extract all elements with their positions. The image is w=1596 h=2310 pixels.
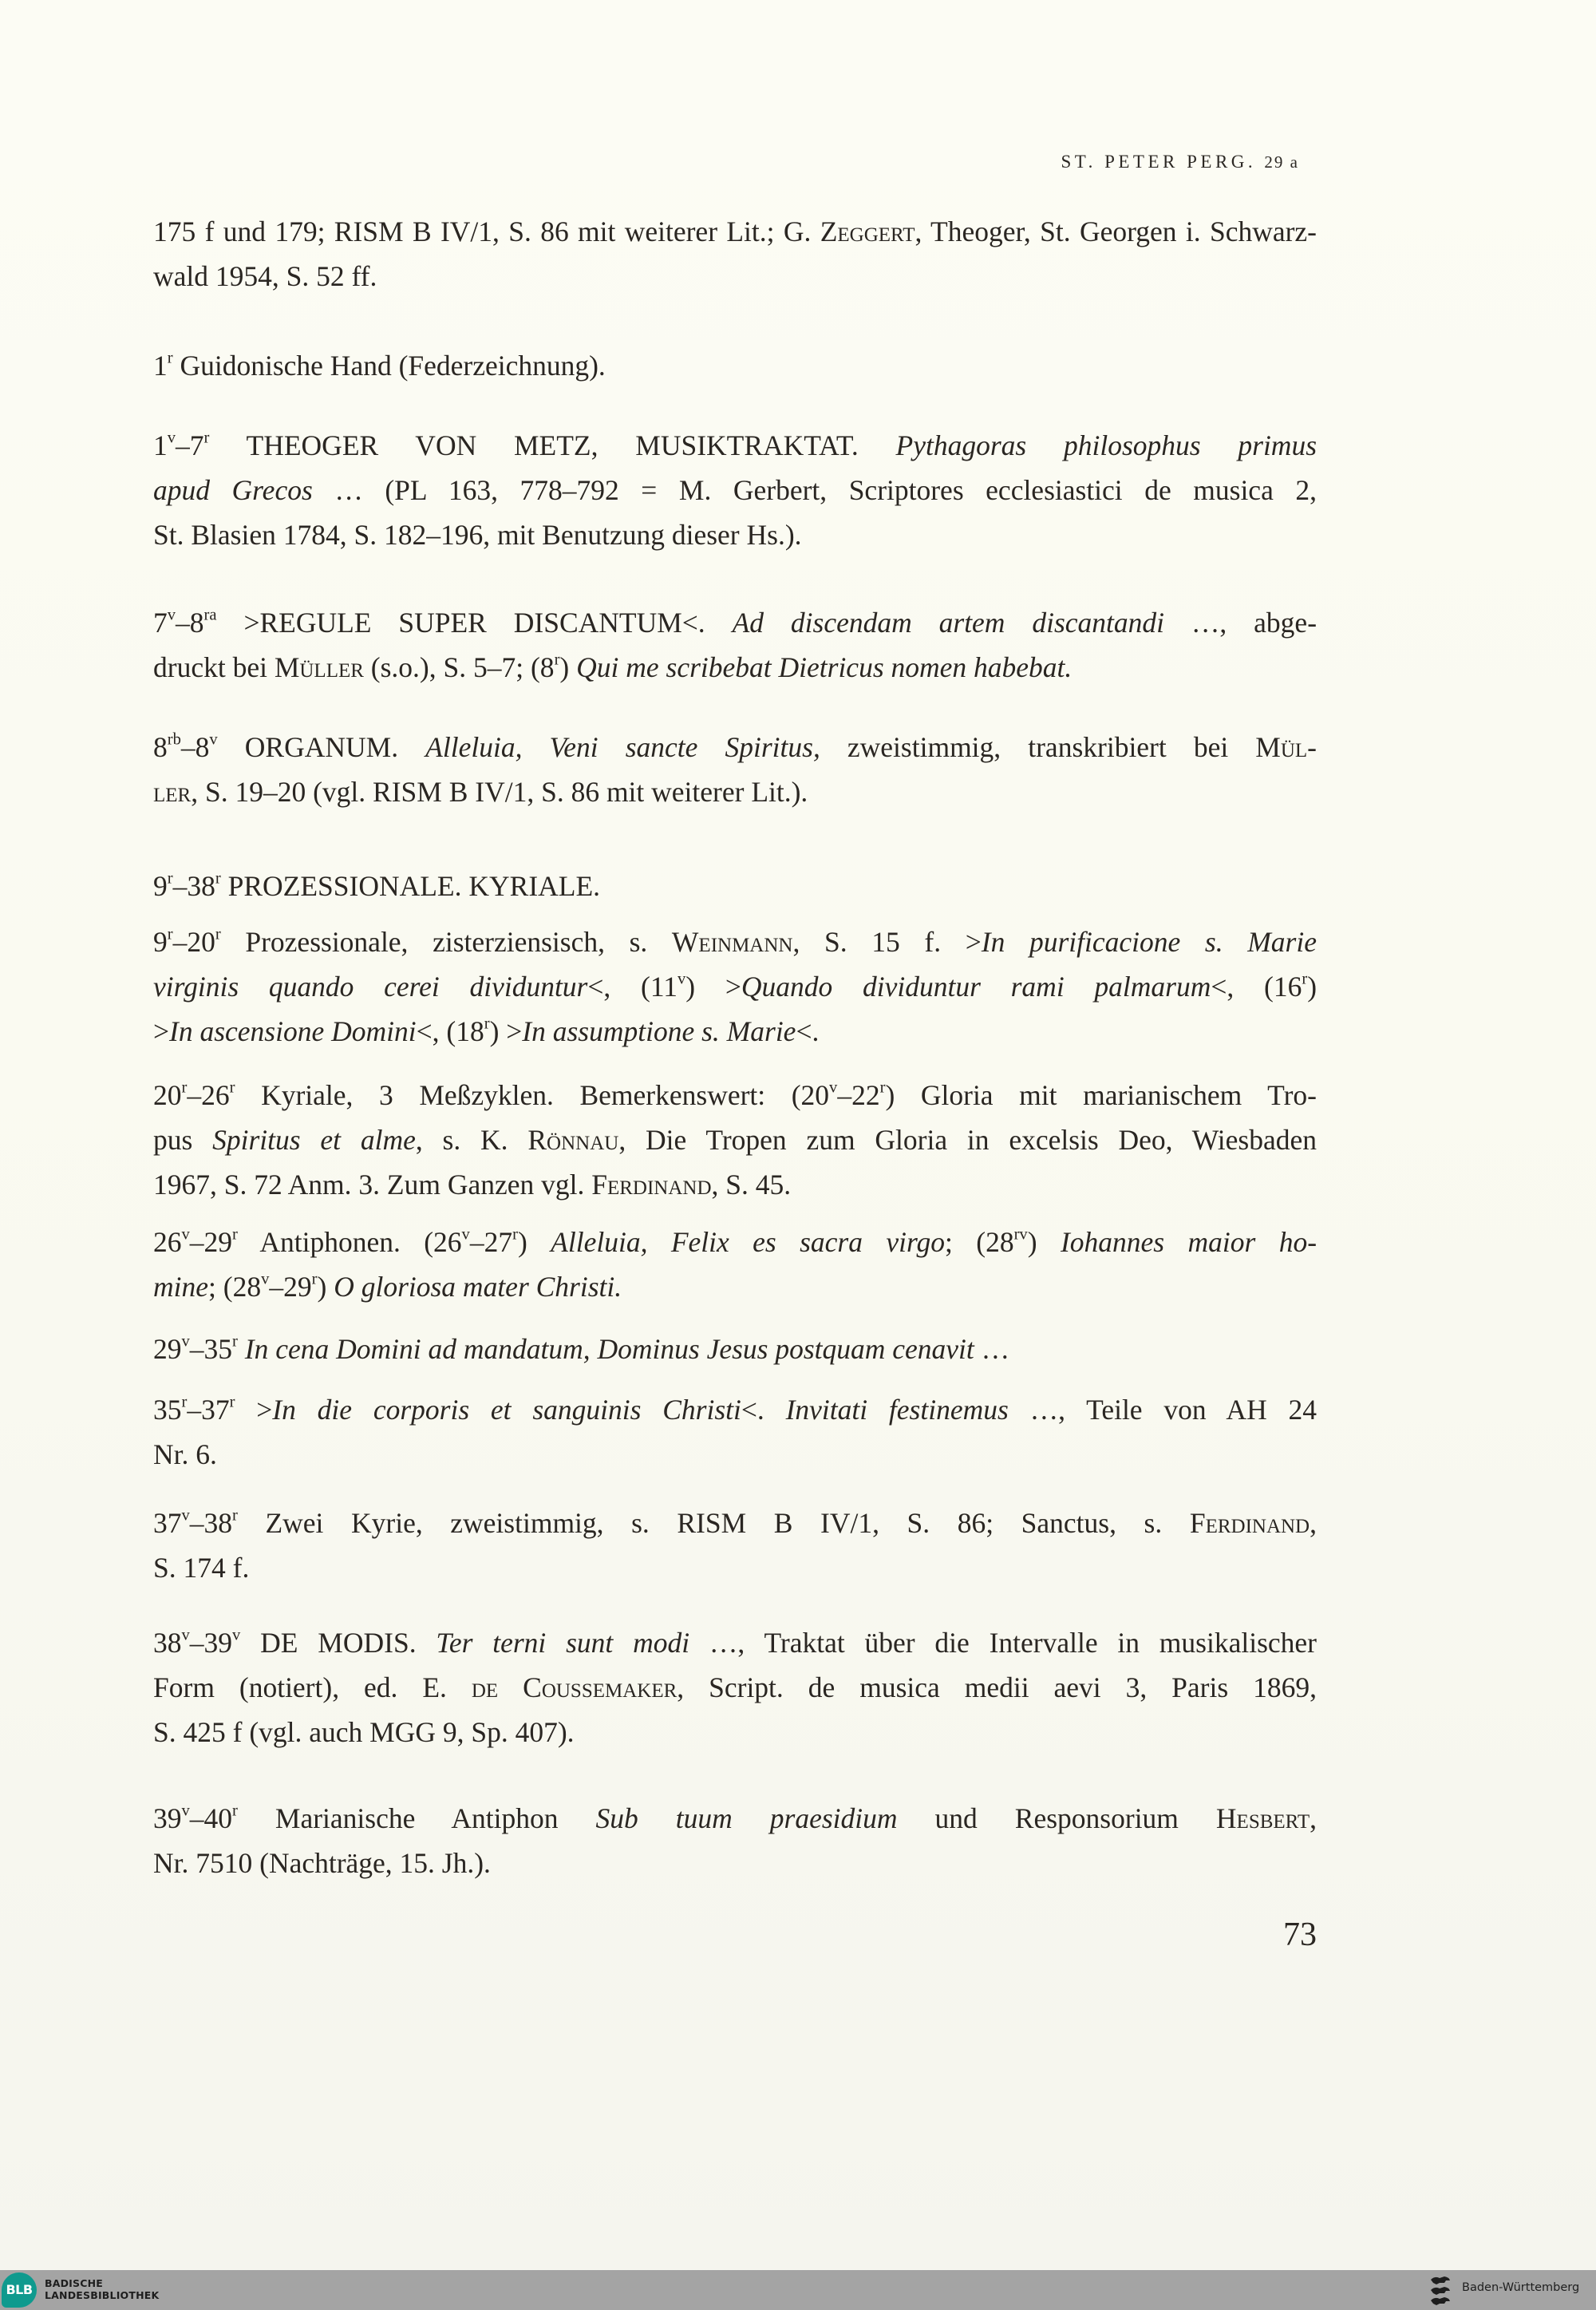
text-line [153, 600, 1317, 645]
italic-text: Spiritus et alme [212, 1124, 416, 1156]
text-line [153, 1620, 1317, 1665]
folio-superscript: r [311, 1270, 318, 1288]
blb-logo-icon[interactable]: BLB [2, 2272, 37, 2308]
text-line [153, 1710, 1317, 1754]
folio-superscript: r [167, 869, 173, 888]
entry-26v-29r [153, 1220, 1317, 1309]
folio-superscript: v [181, 1225, 190, 1244]
text-run: (s.o.), S. 5–7; (8 [363, 651, 555, 683]
folio-superscript: r [1302, 970, 1308, 988]
text-run: S. 425 f (vgl. auch MGG 9, Sp. 407). [153, 1716, 575, 1748]
folio-superscript: rb [167, 730, 181, 749]
entry-35r-37r [153, 1387, 1317, 1477]
text-run: …, Teile von AH 24 [1008, 1394, 1317, 1426]
italic-text: Sub tuum praesidium [595, 1802, 898, 1834]
text-run: Nr. 6. [153, 1438, 217, 1470]
italic-text: O gloriosa mater Christi. [334, 1271, 622, 1303]
small-caps-name: Rönnau [527, 1124, 619, 1156]
small-caps-name: Weinmann [671, 926, 793, 958]
text-run: zweistimmig, transkribiert bei [820, 731, 1256, 763]
italic-text: virginis quando cerei dividuntur [153, 971, 588, 1003]
running-head-shelfmark: 29 a [1264, 152, 1299, 172]
blb-line-1: BADISCHE [45, 2277, 104, 2289]
italic-text: Qui me scribebat Dietricus nomen habebat. [576, 651, 1073, 683]
folio-superscript: r [554, 651, 560, 669]
text-run: … [974, 1333, 1010, 1365]
text-run: > [153, 1015, 170, 1047]
text-run: –7 [176, 429, 204, 461]
text-run: <, (11 [587, 971, 678, 1003]
text-line [153, 1264, 1317, 1309]
text-run: , S. 19–20 (vgl. RISM B IV/1, S. 86 mit weiterer Lit.). [191, 776, 808, 808]
text-run [238, 1333, 245, 1365]
blb-line-2: LANDESBIBLIOTHEK [45, 2289, 160, 2301]
text-run: –35 [189, 1333, 233, 1365]
text-run: PROZESSIONALE. KYRIALE. [220, 870, 601, 902]
text-run: –26 [187, 1079, 230, 1111]
entry-37v-38r [153, 1501, 1317, 1590]
small-caps-name: Ferdinand [591, 1169, 712, 1200]
folio-superscript: v [261, 1270, 270, 1288]
text-run: ) [559, 651, 577, 683]
text-run: …, abge- [1164, 607, 1317, 639]
text-run: Antiphonen. (26 [237, 1226, 462, 1258]
italic-text: mine [153, 1271, 209, 1303]
paragraph-continuation [153, 209, 1317, 299]
small-caps-name: de Coussemaker [471, 1671, 678, 1703]
text-run: ORGANUM. [217, 731, 426, 763]
text-run: , s. K. [415, 1124, 528, 1156]
folio-superscript: v [829, 1078, 838, 1097]
text-line [153, 1073, 1317, 1117]
italic-text: In cena Domini ad mandatum, Dominus Jesus postquam cenavit [244, 1333, 974, 1365]
text-run: Form (notiert), ed. E. [153, 1671, 472, 1703]
entry-1v-7r [153, 423, 1317, 557]
text-line [153, 512, 1317, 557]
text-line [153, 1009, 1317, 1054]
entry-9r-20r [153, 920, 1317, 1054]
text-line [153, 1220, 1317, 1264]
text-run: Zwei Kyrie, zweistimmig, s. RISM B IV/1, S. 86; Sanctus, s. [237, 1507, 1190, 1539]
text-run: 9 [153, 870, 168, 902]
italic-text: apud Grecos [153, 474, 313, 506]
text-run: wald 1954, S. 52 ff. [153, 260, 377, 292]
text-run: 37 [153, 1507, 182, 1539]
text-run: –39 [189, 1627, 233, 1659]
italic-text: Invitati festinemus [785, 1394, 1009, 1426]
text-line [153, 920, 1317, 964]
entry-8rb-8v [153, 725, 1317, 814]
italic-text: In die corporis et sanguinis Christi [272, 1394, 741, 1426]
text-run: Kyriale, 3 Meßzyklen. Bemerkenswert: (20 [235, 1079, 830, 1111]
text-run: 1 [153, 350, 168, 382]
running-head-title: ST. PETER PERG. [1061, 152, 1257, 172]
text-run: 39 [153, 1802, 182, 1834]
text-run: St. Blasien 1784, S. 182–196, mit Benutzung dieser Hs.). [153, 519, 802, 551]
text-run: –29 [269, 1271, 312, 1303]
small-caps-name: Ferdinand [1189, 1507, 1310, 1539]
folio-superscript: r [167, 925, 173, 943]
text-line [153, 1665, 1317, 1710]
text-run: 9 [153, 926, 168, 958]
text-line [153, 343, 1317, 388]
text-run: <, (18 [416, 1015, 484, 1047]
footer-bar [0, 2270, 1596, 2310]
text-run: <. [796, 1015, 820, 1047]
text-line [153, 1327, 1317, 1371]
text-run: –40 [189, 1802, 233, 1834]
italic-text: Alleluia, Veni sancte Spiritus, [425, 731, 820, 763]
italic-text: Quando dividuntur rami palmarum [741, 971, 1211, 1003]
folio-superscript: r [232, 1332, 238, 1351]
three-lions-coat-of-arms-icon[interactable] [1428, 2273, 1452, 2307]
text-run: –38 [172, 870, 215, 902]
text-run: pus [153, 1124, 213, 1156]
text-run: –37 [187, 1394, 230, 1426]
text-run: ) [1307, 971, 1317, 1003]
text-run: ) [1027, 1226, 1061, 1258]
text-line [153, 468, 1317, 512]
text-run: <. [741, 1394, 786, 1426]
text-line [153, 423, 1317, 468]
folio-superscript: r [512, 1225, 518, 1244]
small-caps-name: Hesbert [1215, 1802, 1310, 1834]
text-run: , S. 15 f. > [792, 926, 982, 958]
small-caps-name: Mül- [1255, 731, 1317, 763]
text-line [153, 1117, 1317, 1162]
text-run: … (PL 163, 778–792 = M. Gerbert, Scriptores ecclesiastici de musica 2, [312, 474, 1317, 506]
folio-superscript: v [678, 970, 686, 988]
entry-1r [153, 343, 1317, 388]
text-run: , Theoger, St. Georgen i. Schwarz- [915, 216, 1317, 247]
text-run: S. 174 f. [153, 1552, 250, 1584]
text-run: 20 [153, 1079, 182, 1111]
text-line [153, 1545, 1317, 1590]
text-run: –8 [176, 607, 204, 639]
folio-superscript: r [215, 869, 221, 888]
text-run: 38 [153, 1627, 182, 1659]
blb-logo-text[interactable] [45, 2277, 159, 2301]
folio-superscript: r [879, 1078, 886, 1097]
text-run: 35 [153, 1394, 182, 1426]
text-run: Prozessionale, zisterziensisch, s. [220, 926, 672, 958]
text-run: , S. 45. [711, 1169, 792, 1200]
entry-7v-8ra [153, 600, 1317, 690]
text-run: Guidonische Hand (Federzeichnung). [172, 350, 606, 382]
folio-superscript: r [232, 1802, 238, 1820]
text-run: THEOGER VON METZ, MUSIKTRAKTAT. [209, 429, 896, 461]
italic-text: Ter terni sunt modi [436, 1627, 690, 1659]
folio-superscript: v [181, 1626, 190, 1644]
text-line [153, 864, 1317, 908]
small-caps-name: Müller [274, 651, 364, 683]
folio-superscript: v [232, 1626, 241, 1644]
text-run: 7 [153, 607, 168, 639]
text-run: ) > [685, 971, 741, 1003]
page-number: 73 [1283, 1916, 1317, 1953]
text-run: , [1310, 1802, 1317, 1834]
text-run: > [235, 1394, 273, 1426]
folio-superscript: r [167, 349, 173, 367]
text-run: –29 [189, 1226, 233, 1258]
italic-text: Alleluia, Felix es sacra virgo [551, 1226, 945, 1258]
folio-superscript: r [203, 429, 210, 447]
italic-text: Iohannes maior ho- [1060, 1226, 1317, 1258]
text-run: , Die Tropen zum Gloria in excelsis Deo, Wiesbaden [618, 1124, 1317, 1156]
folio-superscript: v [181, 1802, 190, 1820]
folio-superscript: r [229, 1393, 235, 1411]
folio-superscript: v [461, 1225, 470, 1244]
folio-superscript: r [229, 1078, 235, 1097]
text-line [153, 254, 1317, 299]
folio-superscript: r [215, 925, 221, 943]
small-caps-name: ler [153, 776, 192, 808]
italic-text: In assumptione s. Marie [522, 1015, 796, 1047]
text-line [153, 1841, 1317, 1885]
folio-superscript: v [167, 429, 176, 447]
text-run: –38 [189, 1507, 233, 1539]
text-line [153, 1387, 1317, 1432]
entry-29v-35r [153, 1327, 1317, 1371]
italic-text: In purificacione s. Marie [981, 926, 1317, 958]
text-run: ) > [489, 1015, 523, 1047]
text-run: 8 [153, 731, 168, 763]
text-run: –20 [172, 926, 215, 958]
text-run: druckt bei [153, 651, 275, 683]
italic-text: In ascensione Domini [169, 1015, 417, 1047]
text-line [153, 209, 1317, 254]
text-line [153, 769, 1317, 814]
folio-superscript: v [209, 730, 218, 749]
baden-wuerttemberg-logo-text[interactable]: Baden-Württemberg [1462, 2281, 1580, 2294]
folio-superscript: v [181, 1332, 190, 1351]
text-line [153, 1162, 1317, 1207]
entry-39v-40r [153, 1796, 1317, 1885]
folio-superscript: r [181, 1078, 188, 1097]
text-run: , Script. de musica medii aevi 3, Paris 1869, [677, 1671, 1317, 1703]
text-run: 29 [153, 1333, 182, 1365]
text-run: ) [317, 1271, 334, 1303]
text-run: ; (28 [208, 1271, 262, 1303]
text-run: DE MODIS. [240, 1627, 437, 1659]
text-run: ) [517, 1226, 551, 1258]
small-caps-name: Zeggert [820, 216, 915, 247]
text-line [153, 1432, 1317, 1477]
folio-superscript: v [167, 606, 176, 624]
text-line [153, 725, 1317, 769]
folio-superscript: r [232, 1506, 238, 1525]
folio-superscript: rv [1013, 1225, 1028, 1244]
entry-38v-39v [153, 1620, 1317, 1754]
text-run: ) Gloria mit marianischem Tro- [885, 1079, 1317, 1111]
text-run: Marianische Antiphon [237, 1802, 596, 1834]
running-head [1061, 152, 1299, 172]
text-run: 175 f und 179; RISM B IV/1, S. 86 mit weiterer Lit.; G. [153, 216, 820, 247]
entry-20r-26r [153, 1073, 1317, 1207]
text-run: und Responsorium [897, 1802, 1216, 1834]
text-line [153, 645, 1317, 690]
italic-text: Pythagoras philosophus primus [895, 429, 1317, 461]
folio-superscript: r [232, 1225, 238, 1244]
text-run: 1967, S. 72 Anm. 3. Zum Ganzen vgl. [153, 1169, 592, 1200]
folio-superscript: r [484, 1015, 490, 1033]
text-line [153, 1501, 1317, 1545]
text-run: , [1310, 1507, 1317, 1539]
text-run: –8 [180, 731, 210, 763]
folio-superscript: r [181, 1393, 188, 1411]
text-line [153, 1796, 1317, 1841]
text-run: …, Traktat über die Intervalle in musikalischer [689, 1627, 1317, 1659]
folio-superscript: v [181, 1506, 190, 1525]
text-run: Nr. 7510 (Nachträge, 15. Jh.). [153, 1847, 491, 1879]
entry-9r-38r [153, 864, 1317, 908]
italic-text: Ad discendam artem discantandi [732, 607, 1165, 639]
text-run: 1 [153, 429, 168, 461]
text-run: –22 [837, 1079, 880, 1111]
folio-superscript: ra [203, 606, 217, 624]
text-run: >REGULE SUPER DISCANTUM<. [216, 607, 733, 639]
text-line [153, 964, 1317, 1009]
text-run: ; (28 [945, 1226, 1014, 1258]
text-run: <, (16 [1211, 971, 1302, 1003]
text-run: 26 [153, 1226, 182, 1258]
text-run: –27 [469, 1226, 513, 1258]
